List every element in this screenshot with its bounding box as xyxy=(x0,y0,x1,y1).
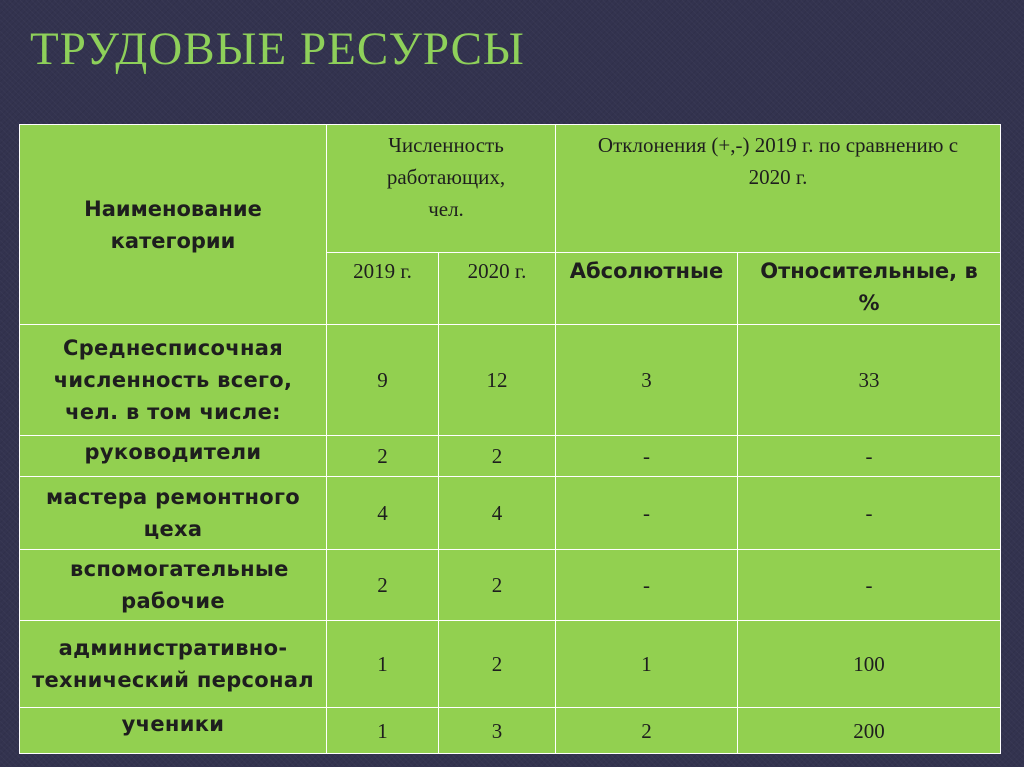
header-row-1 xyxy=(20,125,1001,253)
value-relative: - xyxy=(738,550,1001,621)
value-2019: 9 xyxy=(327,325,439,436)
value-relative: 100 xyxy=(738,621,1001,708)
table-row xyxy=(20,621,1001,708)
year-2020-header: 2020 г. xyxy=(439,253,556,325)
value-2020: 2 xyxy=(439,436,556,477)
value-absolute: 3 xyxy=(556,325,738,436)
value-absolute: 2 xyxy=(556,708,738,754)
slide-title: ТРУДОВЫЕ РЕСУРСЫ xyxy=(30,23,525,75)
row-category-name: мастера ремонтного цеха xyxy=(20,477,327,550)
table-row xyxy=(20,436,1001,477)
absolute-header: Абсолютные xyxy=(556,253,738,325)
value-2020: 2 xyxy=(439,621,556,708)
value-absolute: 1 xyxy=(556,621,738,708)
table-row xyxy=(20,550,1001,621)
value-relative: - xyxy=(738,477,1001,550)
table-row xyxy=(20,325,1001,436)
value-absolute: - xyxy=(556,436,738,477)
value-2020: 3 xyxy=(439,708,556,754)
value-absolute: - xyxy=(556,477,738,550)
headcount-header: Численность работающих, чел. xyxy=(327,125,556,253)
value-2019: 2 xyxy=(327,436,439,477)
value-2019: 4 xyxy=(327,477,439,550)
row-category-name: ученики xyxy=(20,708,327,754)
value-2020: 12 xyxy=(439,325,556,436)
value-2019: 1 xyxy=(327,708,439,754)
value-absolute: - xyxy=(556,550,738,621)
value-relative: 33 xyxy=(738,325,1001,436)
relative-header: Относительные, в % xyxy=(738,253,1001,325)
value-2020: 4 xyxy=(439,477,556,550)
value-2020: 2 xyxy=(439,550,556,621)
value-2019: 2 xyxy=(327,550,439,621)
value-relative: 200 xyxy=(738,708,1001,754)
table-row xyxy=(20,708,1001,754)
value-relative: - xyxy=(738,436,1001,477)
row-category-name: административно-технический персонал xyxy=(20,621,327,708)
row-category-name: Среднесписочная численность всего, чел. в том числе: xyxy=(20,325,327,436)
row-category-name: руководители xyxy=(20,436,327,477)
table-row xyxy=(20,477,1001,550)
value-2019: 1 xyxy=(327,621,439,708)
deviation-header: Отклонения (+,-) 2019 г. по сравнению с 2020 г. xyxy=(556,125,1001,253)
row-category-name: вспомогательные рабочие xyxy=(20,550,327,621)
category-header: Наименование категории xyxy=(20,125,327,325)
year-2019-header: 2019 г. xyxy=(327,253,439,325)
labor-resources-table xyxy=(19,124,1001,754)
